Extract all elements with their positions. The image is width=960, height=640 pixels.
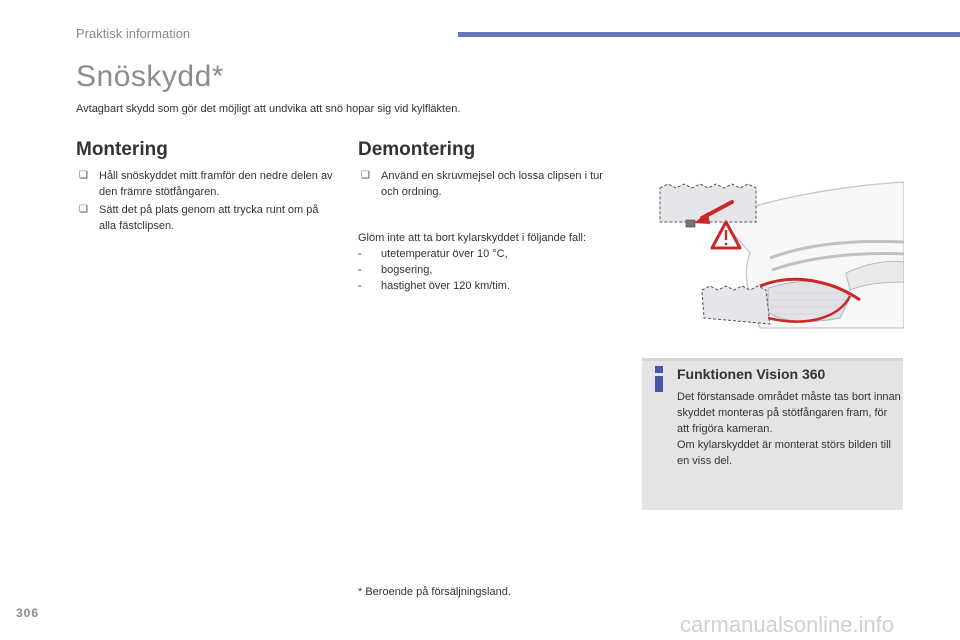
info-icon bbox=[653, 366, 665, 392]
upper-clip bbox=[686, 220, 695, 227]
reminder-text: Glöm inte att ta bort kylarskyddet i följande fall: bbox=[358, 232, 587, 244]
car-front-illustration bbox=[650, 178, 904, 330]
lower-snow-guard-panel bbox=[702, 286, 770, 324]
step-text: Sätt det på plats genom att trycka runt om på alla fästclipsen. bbox=[99, 204, 319, 232]
demontering-heading: Demontering bbox=[358, 139, 476, 160]
case-text: utetemperatur över 10 °C, bbox=[381, 248, 508, 260]
header-accent-bar bbox=[458, 32, 960, 37]
list-item: - bogsering, bbox=[358, 264, 433, 276]
page-number: 306 bbox=[16, 606, 40, 620]
list-item: - hastighet över 120 km/tim. bbox=[358, 280, 511, 292]
info-paragraph: Om kylarskyddet är monterat störs bilden till en viss del. bbox=[677, 439, 891, 467]
demontering-steps bbox=[358, 168, 620, 202]
reminder-cases bbox=[358, 246, 620, 294]
footnote: * Beroende på försäljningsland. bbox=[358, 586, 511, 598]
info-paragraph: Det förstansade området måste tas bort innan skyddet monteras på stötfångaren fram, för att frigöra kameran. bbox=[677, 391, 901, 435]
case-text: hastighet över 120 km/tim. bbox=[381, 280, 511, 292]
page-title: Snöskydd* bbox=[76, 60, 224, 93]
watermark: carmanualsonline.info bbox=[680, 612, 895, 637]
list-item bbox=[358, 168, 620, 200]
info-box-top-stripe bbox=[642, 358, 903, 361]
checkbox-bullet-icon: ❑ bbox=[79, 170, 88, 181]
info-box bbox=[642, 358, 903, 510]
case-text: bogsering, bbox=[381, 264, 433, 276]
checkbox-bullet-icon: ❑ bbox=[79, 204, 88, 215]
checkbox-bullet-icon: ❑ bbox=[361, 170, 370, 181]
header-section-label: Praktisk information bbox=[76, 26, 191, 41]
intro-text: Avtagbart skydd som gör det möjligt att undvika att snö hopar sig vid kylfläkten. bbox=[76, 103, 461, 115]
montering-heading: Montering bbox=[76, 139, 168, 160]
info-box-title: Funktionen Vision 360 bbox=[677, 366, 826, 382]
list-item bbox=[76, 168, 334, 200]
step-text: Håll snöskyddet mitt framför den nedre delen av den främre stötfångaren. bbox=[99, 170, 333, 198]
step-text: Använd en skruvmejsel och lossa clipsen i tur och ordning. bbox=[381, 170, 603, 198]
list-item bbox=[76, 202, 334, 234]
list-item: - utetemperatur över 10 °C, bbox=[358, 248, 508, 260]
info-box-text bbox=[677, 389, 901, 469]
montering-steps bbox=[76, 168, 334, 236]
